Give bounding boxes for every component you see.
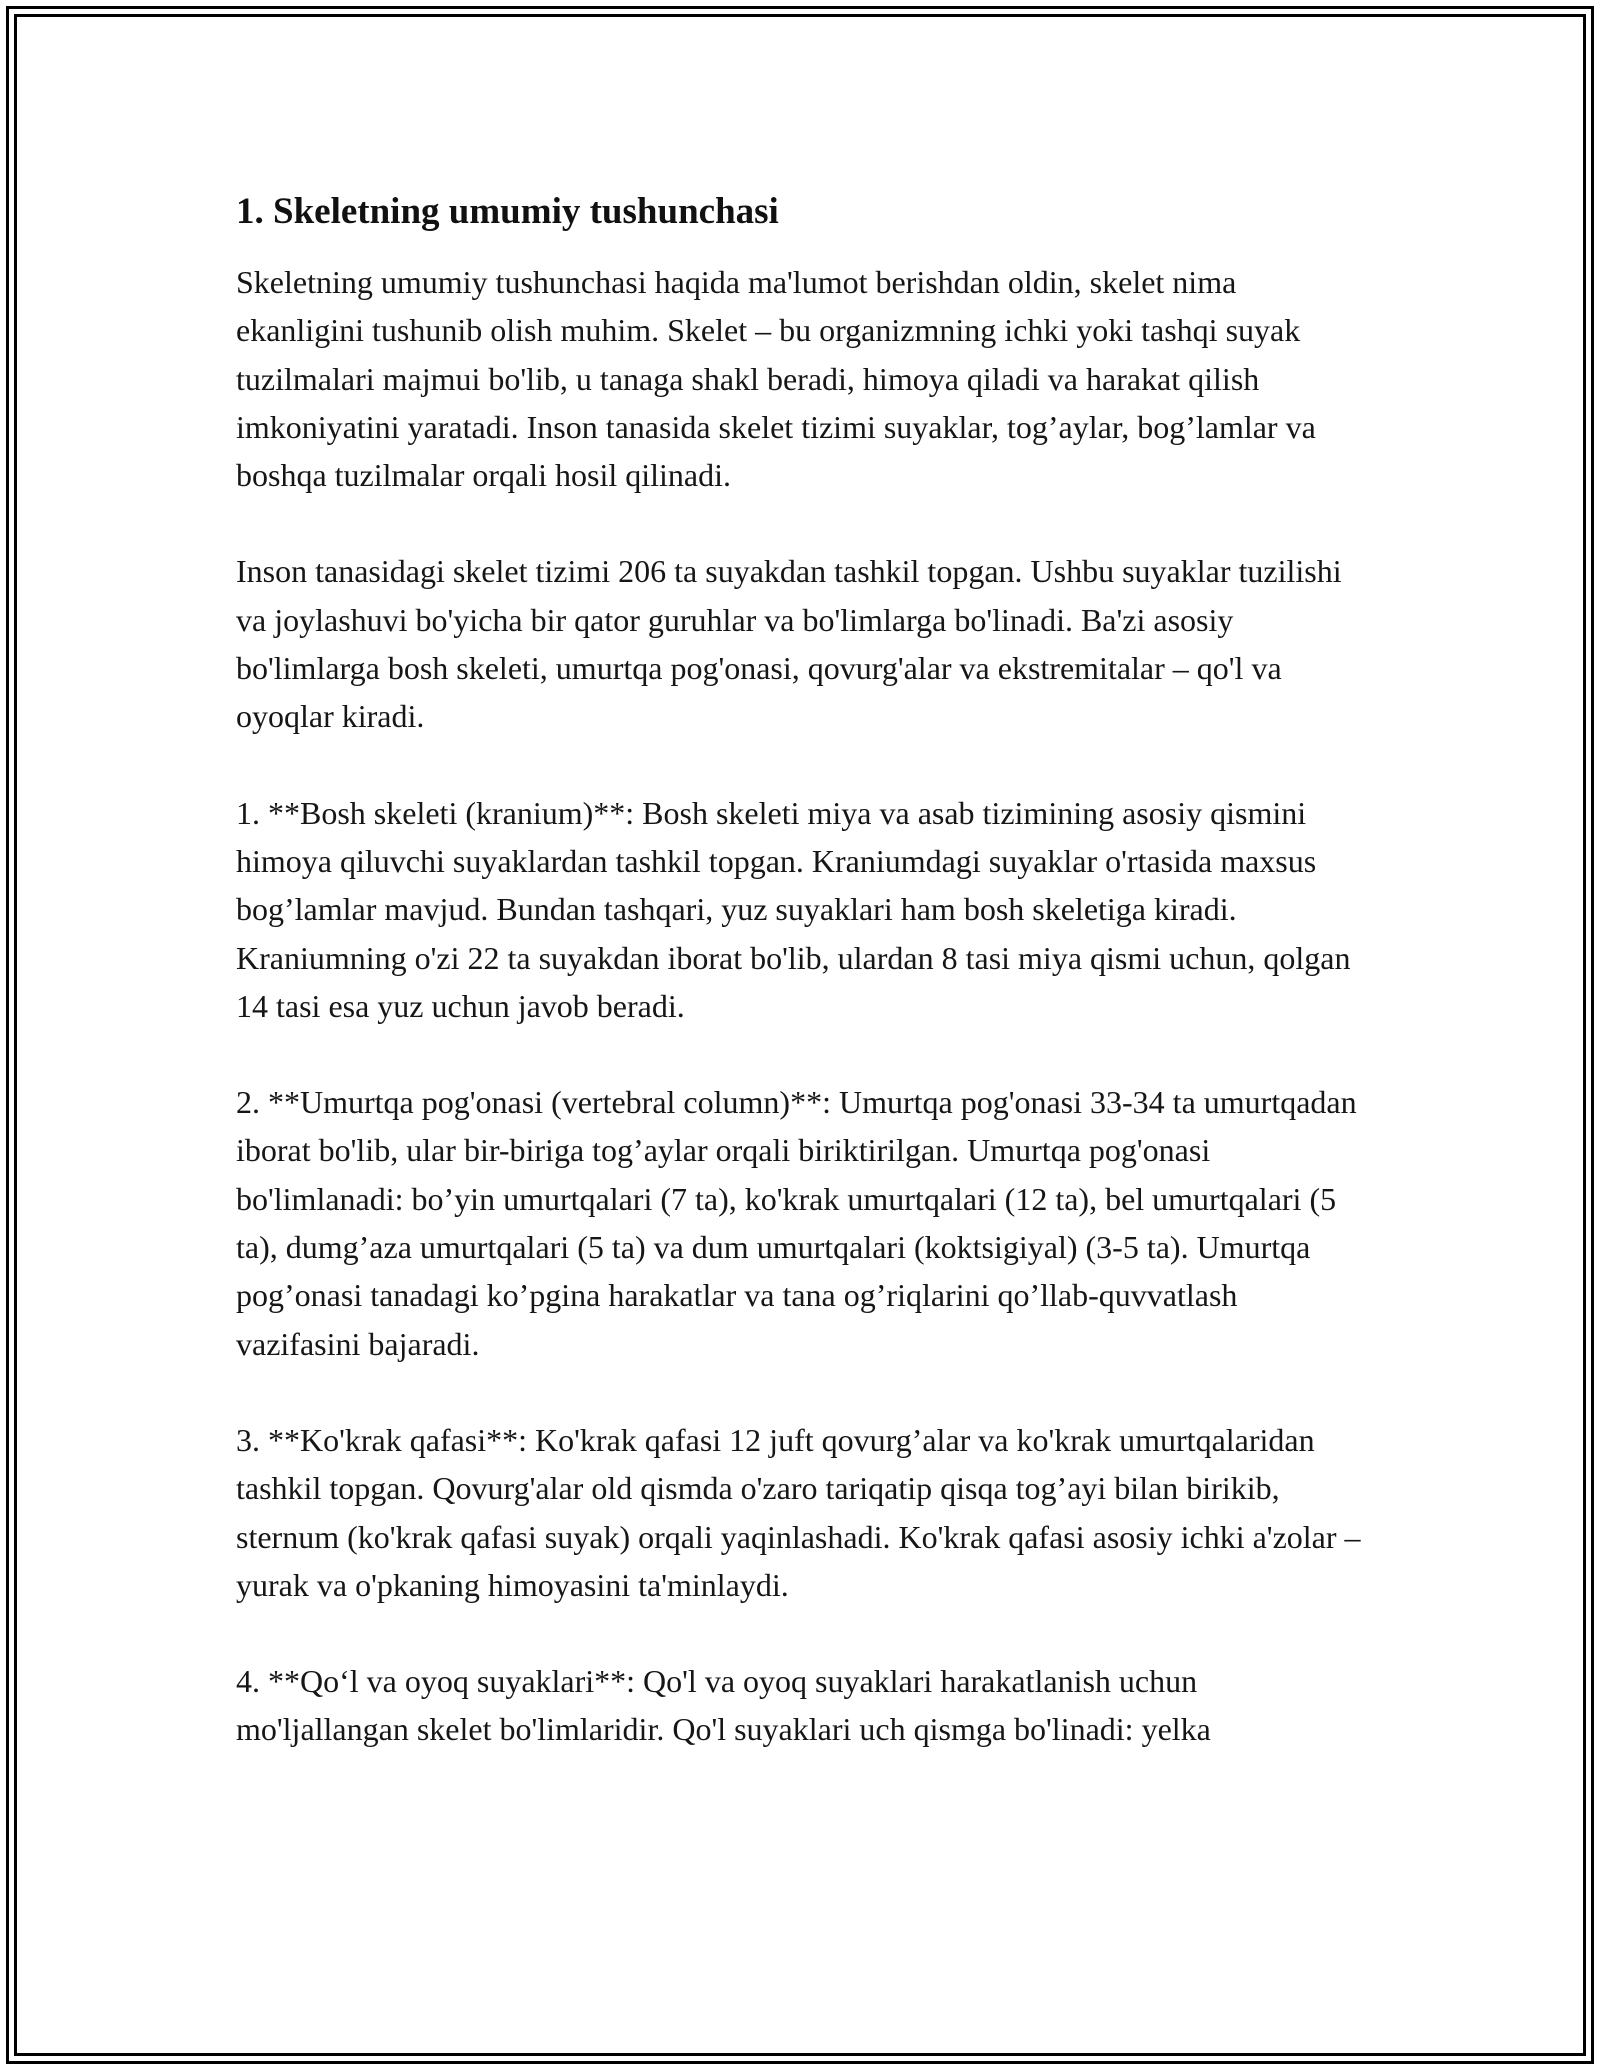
section-heading: 1. Skeletning umumiy tushunchasi: [236, 191, 779, 232]
paragraph-skull: 1. **Bosh skeleti (kranium)**: Bosh skeleti miya va asab tizimining asosiy qismini himoya qiluvchi suyaklardan tashkil topgan. Kraniumdagi suyaklar o'rtasida maxsus bog’lamlar mavjud. Bundan tashqari, yuz suyaklari ham bosh skeletiga kiradi. Kraniumning o'zi 22 ta suyakdan iborat bo'lib, ulardan 8 tasi miya qismi uchun, qolgan 14 tasi esa yuz uchun javob beradi.: [236, 794, 1351, 1024]
document-body: [236, 186, 1366, 1802]
paragraph-intro: Skeletning umumiy tushunchasi haqida ma'lumot berishdan oldin, skelet nima ekanligini tushunib olish muhim. Skelet – bu organizmning ichki yoki tashqi suyak tuzilmalari majmui bo'lib, u tanaga shakl beradi, himoya qiladi va harakat qilish imkoniyatini yaratadi. Inson tanasida skelet tizimi suyaklar, tog’aylar, bog’lamlar va boshqa tuzilmalar orqali hosil qilinadi.: [236, 264, 1316, 494]
paragraph-bone-count: Inson tanasidagi skelet tizimi 206 ta suyakdan tashkil topgan. Ushbu suyaklar tuzilishi va joylashuvi bo'yicha bir qator guruhlar va bo'limlarga bo'linadi. Ba'zi asosiy bo'limlarga bosh skeleti, umurtqa pog'onasi, qovurg'alar va ekstremitalar – qo'l va oyoqlar kiradi.: [236, 553, 1342, 735]
paragraph-ribcage: 3. **Ko'krak qafasi**: Ko'krak qafasi 12 juft qovurg’alar va ko'krak umurtqalaridan tashkil topgan. Qovurg'alar old qismda o'zaro tariqatip qisqa tog’ayi bilan birikib, sternum (ko'krak qafasi suyak) orqali yaqinlashadi. Ko'krak qafasi asosiy ichki a'zolar – yurak va o'pkaning himoyasini ta'minlaydi.: [236, 1421, 1361, 1603]
paragraph-limbs: 4. **Qo‘l va oyoq suyaklari**: Qo'l va oyoq suyaklari harakatlanish uchun mo'ljallangan skelet bo'limlaridir. Qo'l suyaklari uch qismga bo'linadi: yelka: [236, 1663, 1211, 1748]
paragraph-spine: 2. **Umurtqa pog'onasi (vertebral column)**: Umurtqa pog'onasi 33-34 ta umurtqadan iborat bo'lib, ular bir-biriga tog’aylar orqali biriktirilgan. Umurtqa pog'onasi bo'limlanadi: bo’yin umurtqalari (7 ta), ko'krak umurtqalari (12 ta), bel umurtqalari (5 ta), dumg’aza umurtqalari (5 ta) va dum umurtqalari (koktsigiyal) (3-5 ta). Umurtqa pog’onasi tanadagi ko’pgina harakatlar va tana og’riqlarini qo’llab-quvvatlash vazifasini bajaradi.: [236, 1084, 1357, 1362]
